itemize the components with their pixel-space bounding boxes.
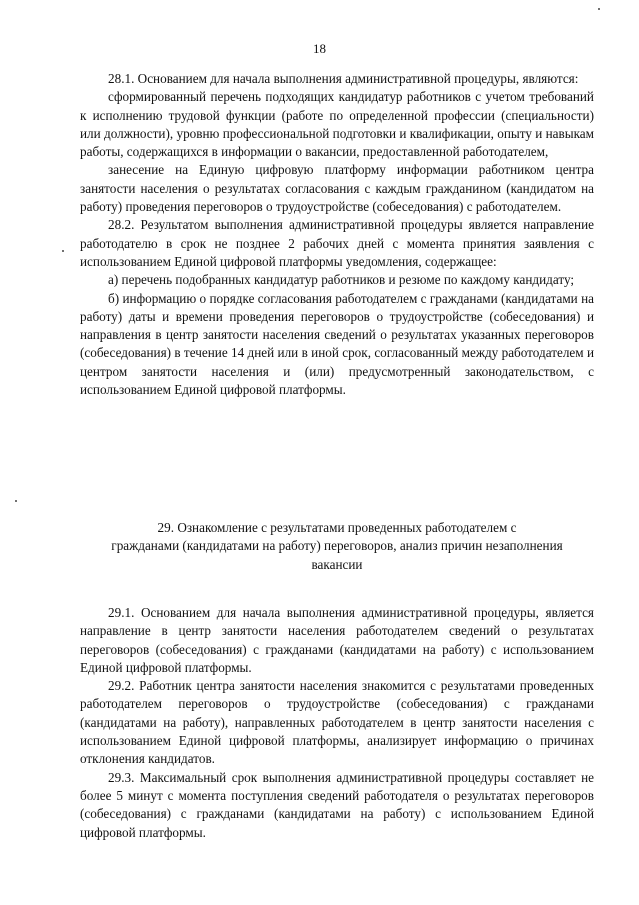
section-29-heading-line-3: вакансии [311, 556, 363, 572]
section-29-heading-line-2: гражданами (кандидатами на работу) переговоров, анализ причин незаполнения [111, 538, 563, 554]
page-number: 18 [313, 41, 326, 56]
paragraph-29-2: 29.2. Работник центра занятости населения знакомится с результатами проведенных работодателем переговоров о трудоустройстве (собеседования) с гражданами (кандидатами на работу), направленных работодателем в центр занятости населения с использованием Единой цифровой платформы, анализирует информацию о причинах отклонения кандидатов. [80, 678, 594, 767]
scan-speck [15, 500, 17, 502]
paragraph-29-1: 29.1. Основанием для начала выполнения административной процедуры, является направление в центр занятости населения работодателем сведений о результатах переговоров (собеседования) с гражданами (кандидатами на работу) с использованием Единой цифровой платформы. [80, 605, 594, 675]
scan-speck [598, 8, 600, 10]
scan-speck [62, 250, 64, 252]
paragraph-28-1-item-1: сформированный перечень подходящих кандидатур работников с учетом требований к исполнению трудовой функции (работе по определенной профессии (специальности) или должности), уровню профессиональной подготовки и квалификации, опыту и навыкам работы, содержащихся в информации о вакансии, предоставленной работодателем, [80, 89, 594, 160]
section-29-heading [80, 519, 594, 574]
paragraph-28-2-a: а) перечень подобранных кандидатур работников и резюме по каждому кандидату; [108, 272, 575, 288]
paragraph-28-1-item-2: занесение на Единую цифровую платформу информации работником центра занятости населения о результатах согласования с каждым гражданином (кандидатом на работу) проведения переговоров о трудоустройстве (собеседования) с работодателем. [80, 162, 594, 215]
section-28-body [80, 70, 594, 399]
paragraph-28-1: 28.1. Основанием для начала выполнения административной процедуры, являются: [108, 71, 579, 86]
section-29-body [80, 604, 594, 842]
paragraph-28-2-b: б) информацию о порядке согласования работодателем с гражданами (кандидатами на работу) даты и времени проведения переговоров о трудоустройстве (собеседования) и направления в центр занятости населения сведений о результатах указанных переговоров (собеседования) в течение 14 дней или в иной срок, согласованный между работодателем и центром занятости населения и (или) предусмотренный законодательством, с использованием Единой цифровой платформы. [80, 290, 594, 398]
paragraph-29-3: 29.3. Максимальный срок выполнения административной процедуры составляет не более 5 минут с момента поступления сведений работодателя о результатах переговоров (собеседования) с гражданами (кандидатами на работу) с использованием Единой цифровой платформы. [80, 769, 594, 840]
section-29-heading-line-1: 29. Ознакомление с результатами проведенных работодателем с [157, 520, 517, 535]
paragraph-28-2: 28.2. Результатом выполнения административной процедуры является направление работодателю в срок не позднее 2 рабочих дней с момента принятия заявления с использованием Единой цифровой платформы уведомления, содержащее: [80, 217, 594, 269]
